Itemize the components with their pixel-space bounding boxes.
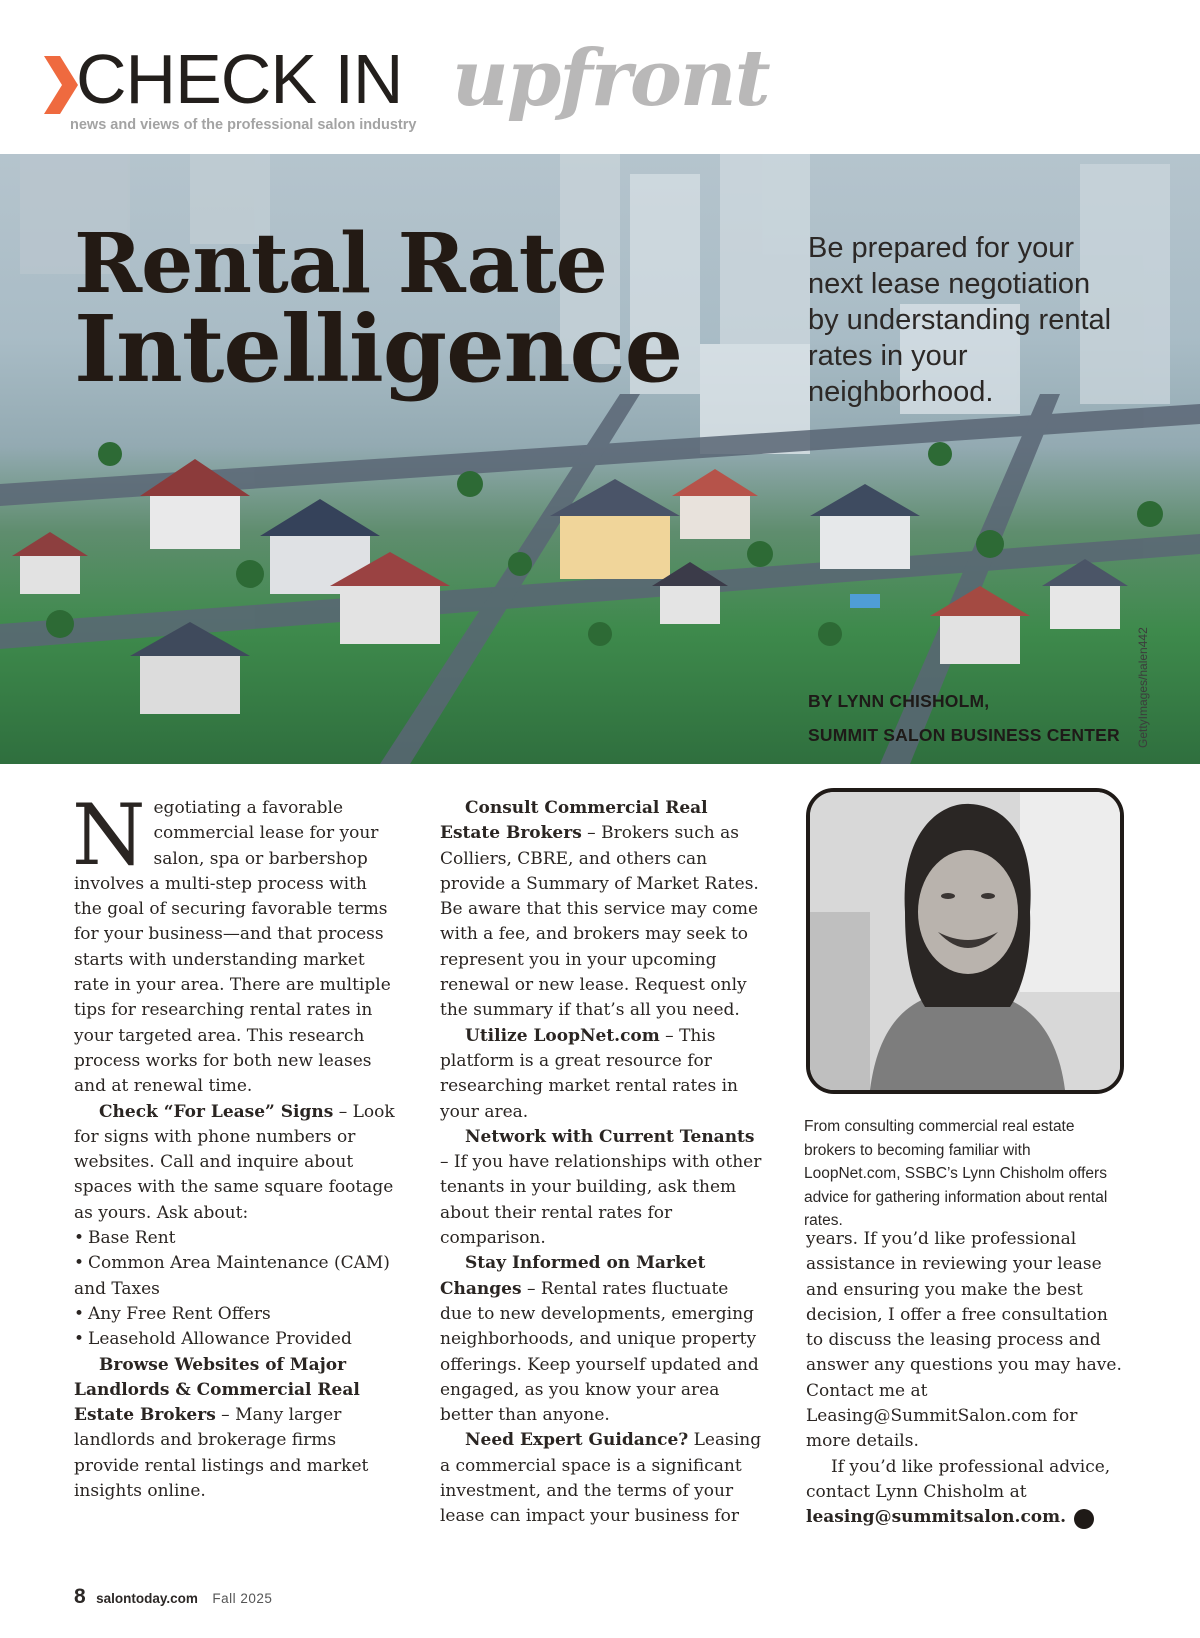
article-column-3	[806, 1227, 1126, 1531]
section-title: CHECK IN	[76, 40, 403, 118]
tip-heading: Need Expert Guidance?	[465, 1430, 689, 1451]
headline-line-1: Rental Rate	[74, 216, 607, 312]
bullet-item: • Base Rent	[74, 1226, 399, 1251]
end-mark-icon: st	[1074, 1509, 1094, 1529]
headline-line-2: Intelligence	[74, 295, 683, 404]
tip-heading: Consult Commercial Real Estate Brokers	[440, 798, 708, 844]
tip-consult-brokers	[440, 796, 765, 1024]
tip-expert-guidance	[440, 1428, 765, 1529]
article-headline	[74, 216, 683, 404]
tip-body: – Look for signs with phone numbers or websites. Call and inquire about spaces with the same square footage as yours. Ask about:	[74, 1101, 395, 1223]
photo-credit: GettyImages/halen442	[1136, 627, 1150, 748]
tip-heading: Network with Current Tenants	[465, 1126, 755, 1147]
tip-body: Leasing a commercial space is a significant investment, and the terms of your lease can impact your business for	[440, 1430, 762, 1527]
tip-expert-guidance-continued: years. If you’d like professional assistance in reviewing your lease and ensuring you make the best decision, I offer a free consultation to discuss the leasing process and answer any questions you may have. Contact me at Leasing@SummitSalon.com for more details.	[806, 1229, 1122, 1452]
footer-site: salontoday.com	[96, 1591, 198, 1606]
bullet-item: • Common Area Maintenance (CAM) and Taxes	[74, 1251, 399, 1302]
byline-author: BY LYNN CHISHOLM,	[808, 691, 990, 711]
section-tagline: news and views of the professional salon industry	[70, 117, 417, 133]
drop-cap: N	[72, 786, 146, 884]
closing-paragraph	[806, 1455, 1126, 1531]
tip-body: – Many larger landlords and brokerage firms provide rental listings and market insights online.	[74, 1405, 369, 1502]
page-footer	[74, 1585, 272, 1609]
photo-caption: From consulting commercial real estate brokers to becoming familiar with LoopNet.com, SSBC’s Lynn Chisholm offers advice for gathering information about rental rates.	[804, 1118, 1108, 1229]
article-column-2	[440, 796, 765, 1530]
tip-network-tenants	[440, 1125, 765, 1251]
tip-market-changes	[440, 1251, 765, 1428]
article-column-1	[72, 786, 399, 1504]
tip-body: – This platform is a great resource for researching market rental rates in your area.	[440, 1025, 738, 1122]
hero-image	[0, 154, 1200, 764]
tip-heading: Check “For Lease” Signs	[99, 1101, 334, 1122]
intro-text: egotiating a favorable commercial lease for your salon, spa or barbershop involves a multi-step process with the goal of securing favorable terms for your business—and that process starts with understanding market rate in your area. There are multiple tips for researching rental rates in your targeted area. This research process works for both new leases and at renewal time.	[74, 798, 391, 1097]
tip-heading: Browse Websites of Major Landlords & Commercial Real Estate Brokers	[74, 1354, 360, 1426]
author-photo	[806, 788, 1124, 1094]
byline-organization: SUMMIT SALON BUSINESS CENTER	[808, 725, 1120, 745]
closing-text: If you’d like professional advice, contact Lynn Chisholm at	[806, 1456, 1111, 1502]
tip-body: – Brokers such as Colliers, CBRE, and others can provide a Summary of Market Rates. Be aware that this service may come with a fee, and brokers may seek to represent you in your upcoming renewal or new lease. Request only the summary if that’s all you need.	[440, 823, 759, 1021]
contact-email: leasing@summitsalon.com.	[806, 1507, 1067, 1528]
tip-heading: Stay Informed on Market Changes	[440, 1253, 706, 1299]
tip-body: – If you have relationships with other tenants in your building, ask them about their rental rates for comparison.	[440, 1152, 762, 1249]
page-number: 8	[74, 1585, 86, 1608]
author-portrait	[810, 792, 1120, 1090]
section-header	[44, 33, 769, 140]
tip-heading: Utilize LoopNet.com	[465, 1025, 660, 1046]
article-deck: Be prepared for your next lease negotiation by understanding rental rates in your neighborhood.	[808, 232, 1112, 408]
footer-issue: Fall 2025	[212, 1591, 273, 1606]
bullet-item: • Leasehold Allowance Provided	[74, 1327, 399, 1352]
tip-body: – Rental rates fluctuate due to new developments, emerging neighborhoods, and unique property offerings. Keep yourself updated and engaged, as you know your area better than anyone.	[440, 1278, 759, 1426]
article-byline	[808, 684, 1120, 752]
tip-lease-signs	[74, 1100, 399, 1226]
intro-paragraph	[72, 786, 399, 1100]
tip-browse-websites	[74, 1353, 399, 1505]
bullet-item: • Any Free Rent Offers	[74, 1302, 399, 1327]
tip-loopnet	[440, 1024, 765, 1125]
section-script-word: upfront	[452, 33, 769, 124]
chevron-right-icon	[44, 56, 78, 114]
